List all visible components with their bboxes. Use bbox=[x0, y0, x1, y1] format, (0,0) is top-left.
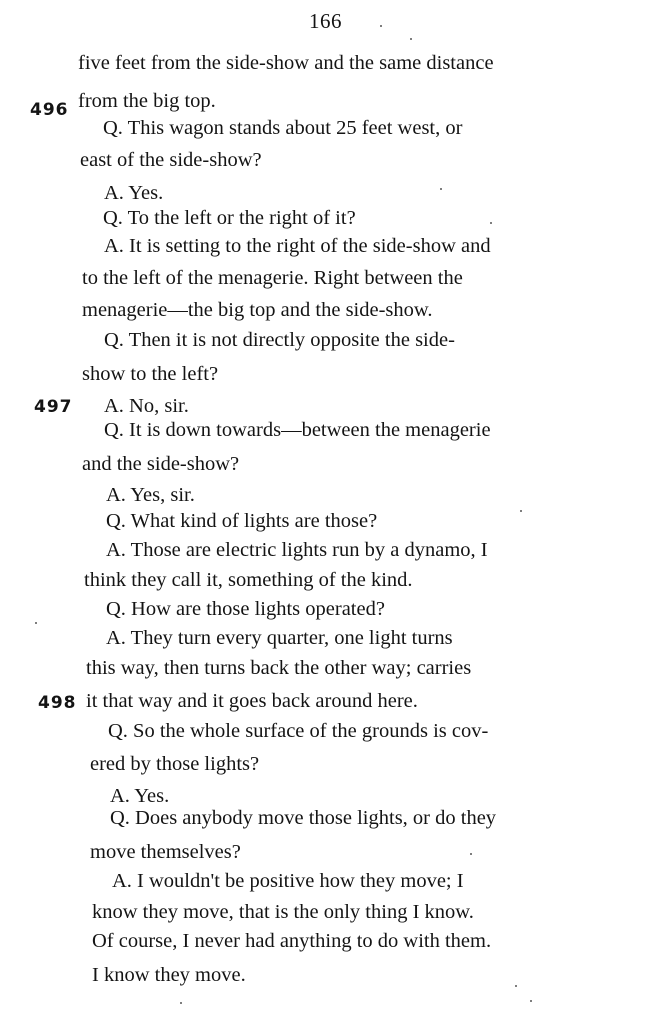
text-line: Q. How are those lights operated? bbox=[106, 598, 385, 620]
text-line: east of the side-show? bbox=[80, 149, 262, 171]
scan-speck bbox=[490, 222, 492, 224]
text-line: know they move, that is the only thing I know. bbox=[92, 901, 474, 923]
page-number: 166 bbox=[309, 9, 342, 33]
scan-speck bbox=[410, 38, 412, 40]
scan-speck bbox=[180, 1002, 182, 1004]
text-line: A. Yes, sir. bbox=[106, 484, 195, 506]
margin-number-497: 497 bbox=[34, 397, 73, 417]
text-line: A. Yes. bbox=[110, 785, 170, 807]
text-line: Of course, I never had anything to do with them. bbox=[92, 930, 492, 952]
text-line: move themselves? bbox=[90, 841, 241, 863]
scan-speck bbox=[440, 188, 442, 190]
text-line: A. Yes. bbox=[104, 182, 164, 204]
text-line: it that way and it goes back around here. bbox=[86, 690, 418, 712]
scan-speck bbox=[470, 853, 472, 855]
text-line: Q. Does anybody move those lights, or do they bbox=[110, 807, 497, 829]
text-line: this way, then turns back the other way; carries bbox=[86, 657, 472, 679]
text-line: A. No, sir. bbox=[104, 395, 189, 417]
text-line: Q. So the whole surface of the grounds is cov- bbox=[108, 720, 489, 742]
text-line: Q. What kind of lights are those? bbox=[106, 510, 378, 532]
text-line: Q. To the left or the right of it? bbox=[103, 207, 356, 229]
text-line: from the big top. bbox=[78, 90, 216, 112]
text-line: A. Those are electric lights run by a dynamo, I bbox=[106, 539, 488, 561]
text-line: show to the left? bbox=[82, 363, 219, 385]
text-line: ered by those lights? bbox=[90, 753, 260, 775]
text-line: Q. It is down towards—between the menagerie bbox=[104, 419, 491, 441]
margin-number-496: 496 bbox=[30, 100, 69, 120]
text-line: five feet from the side-show and the same distance bbox=[78, 52, 494, 74]
margin-number-498: 498 bbox=[38, 693, 77, 713]
scan-speck bbox=[380, 25, 382, 27]
text-line: Q. Then it is not directly opposite the side- bbox=[104, 329, 455, 351]
text-line: A. They turn every quarter, one light turns bbox=[106, 627, 453, 649]
text-line: Q. This wagon stands about 25 feet west, or bbox=[103, 117, 463, 139]
scan-speck bbox=[530, 1000, 532, 1002]
text-line: A. It is setting to the right of the side-show and bbox=[104, 235, 491, 257]
text-line: to the left of the menagerie. Right between the bbox=[82, 267, 463, 289]
text-line: think they call it, something of the kind. bbox=[84, 569, 413, 591]
text-line: A. I wouldn't be positive how they move; I bbox=[112, 870, 464, 892]
scan-speck bbox=[35, 622, 37, 624]
text-line: I know they move. bbox=[92, 964, 246, 986]
text-line: and the side-show? bbox=[82, 453, 240, 475]
scan-speck bbox=[520, 510, 522, 512]
scan-speck bbox=[515, 985, 517, 987]
text-line: menagerie—the big top and the side-show. bbox=[82, 299, 433, 321]
